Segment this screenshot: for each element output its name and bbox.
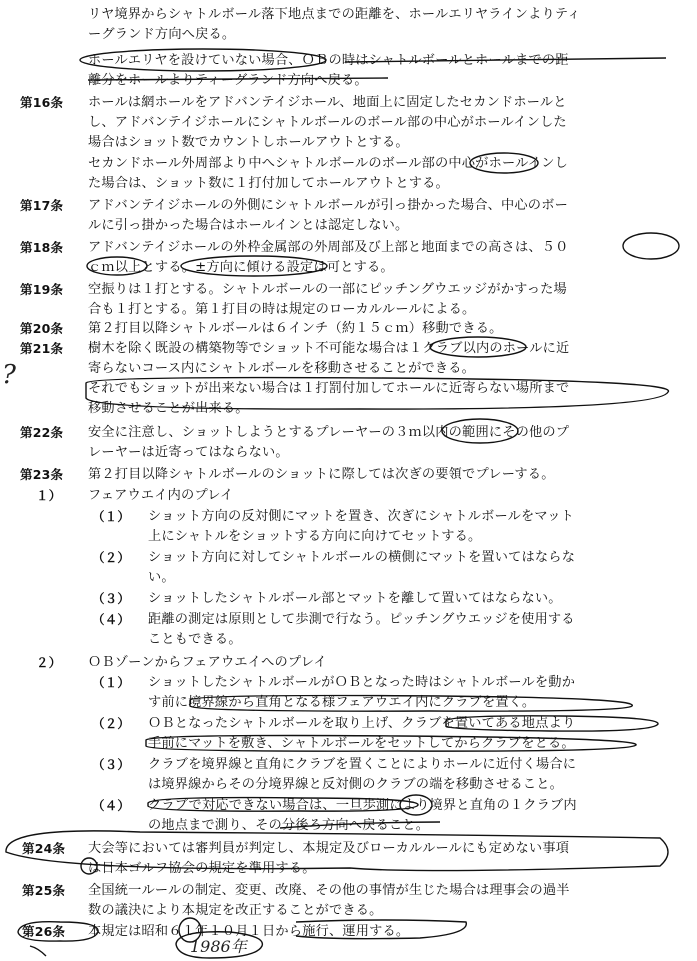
- article-text: ルに引っ掛かった場合はホールインとは認定しない。: [88, 218, 409, 233]
- item-text: は境界線からその分境界線と反対側のクラブの端を移動させること。: [148, 777, 564, 792]
- item-text: ショット方向に対してシャトルボールの横側にマットを置いてはならな: [148, 550, 576, 565]
- article-label: 第16条: [20, 95, 64, 110]
- article-label: 第20条: [20, 321, 64, 336]
- handwritten-year: 1986年: [190, 937, 247, 956]
- item-text: の地点まで測り、その分後ろ方向へ戻ること。: [148, 818, 430, 833]
- article-text: 合も１打とする。第１打目の時は規定のローカルルールによる。: [88, 302, 476, 317]
- article-text: 全国統一ルールの制定、変更、改廃、その他の事情が生じた場合は理事会の過半: [88, 883, 570, 898]
- article-text: アドバンテイジホールの外枠金属部の外周部及び上部と地面までの高さは、５０: [88, 240, 569, 255]
- item-text: ＯＢとなったシャトルボールを取り上げ、クラブを置いてある地点より: [148, 716, 576, 731]
- article-text: は日本ゴルフ協会の規定を準用する。: [88, 861, 316, 876]
- article-text: 第２打目以降シャトルボールのショットに際しては次ぎの要領でプレーする。: [88, 467, 555, 482]
- article-text: それでもショットが出来ない場合は１打罰付加してホールに近寄らない場所まで: [88, 381, 570, 396]
- item-text: こともできる。: [148, 632, 242, 647]
- article-text: ｃｍ以上とする。±方向に傾ける設定は可とする。: [88, 260, 394, 275]
- section-number: １）: [36, 488, 62, 503]
- article-text: し、アドバンテイジホールにシャトルボールのボール部の中心がホールインした: [88, 115, 567, 130]
- article-label: 第19条: [20, 282, 64, 297]
- item-number: （３）: [92, 591, 131, 606]
- item-number: （１）: [92, 509, 131, 524]
- article-text: 第２打目以降シャトルボールは６インチ（約１５ｃｍ）移動できる。: [88, 321, 503, 336]
- article-label: 第23条: [20, 467, 64, 482]
- section-number: ２）: [36, 655, 62, 670]
- article-text: 移動させることが出来る。: [88, 401, 249, 416]
- article-text: 数の議決により本規定を改正することができる。: [88, 903, 383, 918]
- item-number: （２）: [92, 550, 131, 565]
- article-label: 第17条: [20, 198, 64, 213]
- item-number: （４）: [92, 612, 131, 627]
- item-number: （１）: [92, 675, 131, 690]
- intro-line: 離分をホールよりティーグランド方向へ戻る。: [88, 73, 368, 88]
- article-text: 大会等においては審判員が判定し、本規定及びローカルルールにも定めない事項: [88, 841, 570, 856]
- section-title: ＯＢゾーンからフェアウエイへのプレイ: [88, 655, 327, 670]
- article-text: 本規定は昭和６１年１０月１日から施行、運用する。: [88, 924, 410, 939]
- item-text: 距離の測定は原則として歩測で行なう。ピッチングウエッジを使用する: [148, 612, 575, 627]
- article-text: 樹木を除く既設の構築物等でショット不可能な場合は１クラブ以内のホールに近: [88, 341, 570, 356]
- item-text: クラブを境界線と直角にクラブを置くことによりホールに近付く場合に: [148, 757, 577, 772]
- item-text: 上にシャトルをショットする方向に向けてセットする。: [148, 529, 482, 544]
- item-text: ショットしたシャトルボールがＯＢとなった時はシャトルボールを動か: [148, 675, 576, 690]
- item-text: 手前にマットを敷き、シャトルボールをセットしてからクラブをとる。: [148, 736, 575, 751]
- item-text: ショット方向の反対側にマットを置き、次ぎにシャトルボールをマット: [148, 509, 575, 524]
- article-text: レーヤーは近寄ってはならない。: [88, 445, 289, 460]
- margin-question-mark: ?: [2, 360, 16, 390]
- article-label: 第21条: [20, 341, 64, 356]
- item-text: い。: [148, 570, 175, 585]
- section-title: フェアウエイ内のプレイ: [88, 488, 234, 503]
- article-label: 第24条: [22, 841, 66, 856]
- article-text: た場合は、ショット数に１打付加してホールアウトとする。: [88, 176, 449, 191]
- intro-line: リヤ境界からシャトルボール落下地点までの距離を、ホールエリヤラインよりティ: [88, 7, 581, 22]
- item-number: （２）: [92, 716, 131, 731]
- article-text: 場合はショット数でカウントしホールアウトとする。: [88, 135, 409, 150]
- item-number: （３）: [92, 757, 131, 772]
- intro-line: ホールエリヤを設けていない場合、ＯＢの時はシャトルボールとホールまでの距: [88, 53, 569, 68]
- item-text: クラブで対応できない場合は、一旦歩測により境界と直角の１クラブ内: [148, 798, 577, 813]
- article-label: 第18条: [20, 240, 64, 255]
- circle-mark: [623, 233, 679, 259]
- article-text: 空振りは１打とする。シャトルボールの一部にピッチングウエッジがかすった場: [88, 282, 567, 297]
- article-text: アドバンテイジホールの外側にシャトルボールが引っ掛かった場合、中心のボー: [88, 198, 568, 213]
- article-label: 第26条: [22, 924, 66, 939]
- article-label: 第25条: [22, 883, 66, 898]
- article-text: 安全に注意し、ショットしようとするプレーヤーの３ｍ以内の範囲にその他のプ: [88, 425, 570, 440]
- intro-line: ーグランド方向へ戻る。: [88, 27, 236, 42]
- article-label: 第22条: [20, 425, 64, 440]
- item-number: （４）: [92, 798, 131, 813]
- item-text: す前に境界線から直角となる様フェアウエイ内にクラブを置く。: [148, 695, 536, 710]
- article-text: セカンドホール外周部より中へシャトルボールのボール部の中心がホールインし: [88, 156, 568, 171]
- pen-stroke: [30, 946, 46, 956]
- article-text: 寄らないコース内にシャトルボールを移動させることができる。: [88, 361, 476, 376]
- article-text: ホールは網ホールをアドバンテイジホール、地面上に固定したセカンドホールと: [88, 95, 567, 110]
- item-text: ショットしたシャトルボール部とマットを離して置いてはならない。: [148, 591, 562, 606]
